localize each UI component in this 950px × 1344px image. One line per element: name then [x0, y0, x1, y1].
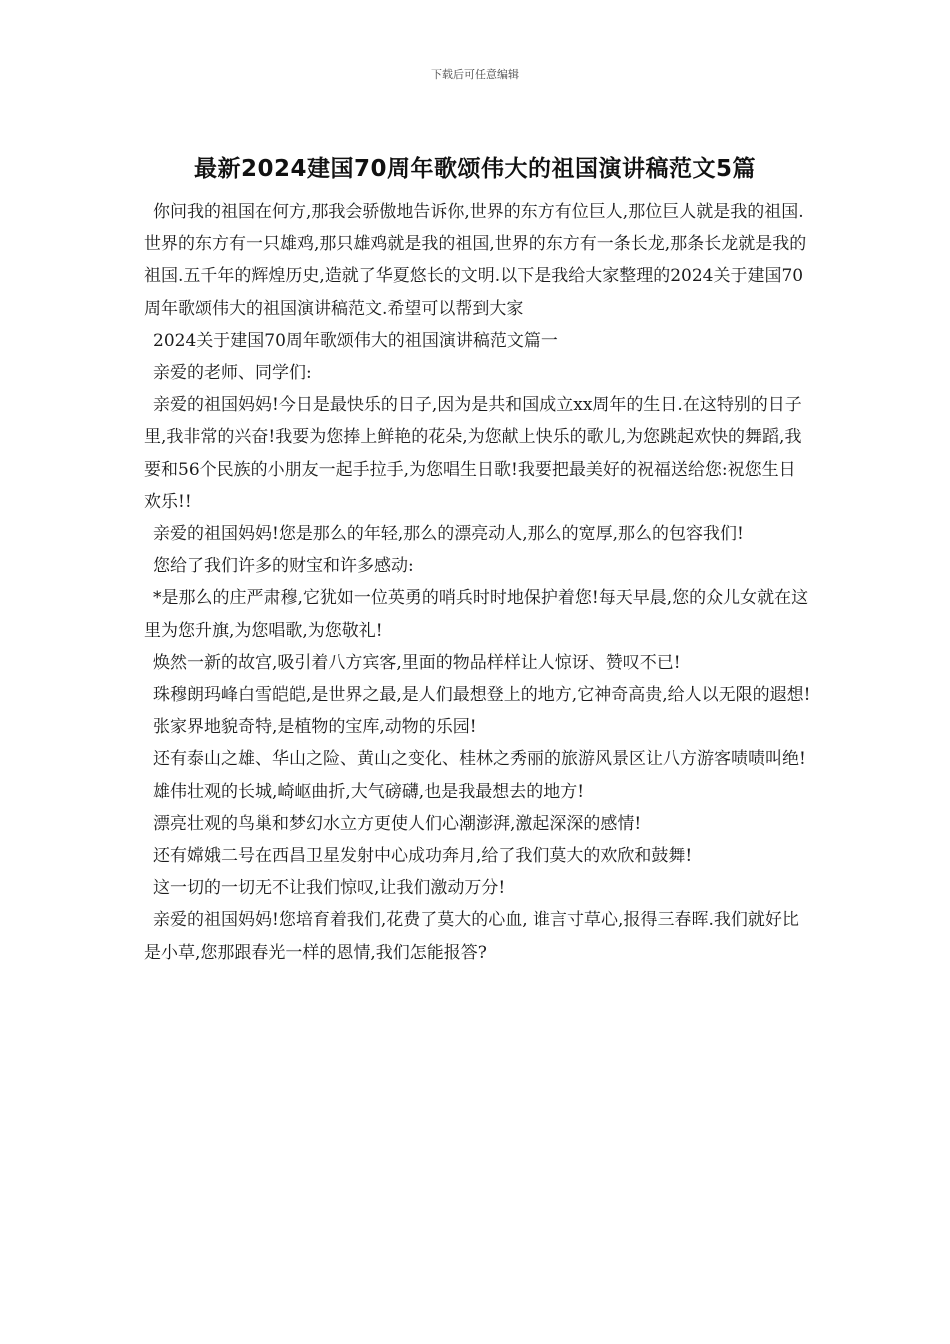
body-paragraph: 张家界地貌奇特,是植物的宝库,动物的乐园!: [153, 717, 477, 738]
body-paragraph: 您给了我们许多的财宝和许多感动:: [153, 556, 414, 577]
body-paragraph: 漂亮壮观的鸟巢和梦幻水立方更使人们心潮澎湃,激起深深的感情!: [153, 813, 642, 834]
body-paragraph: 雄伟壮观的长城,崎岖曲折,大气磅礴,也是我最想去的地方!: [153, 781, 585, 802]
body-paragraph: 亲爱的祖国妈妈!您是那么的年轻,那么的漂亮动人,那么的宽厚,那么的包容我们!: [153, 524, 744, 545]
body-paragraph: 还有嫦娥二号在西昌卫星发射中心成功奔月,给了我们莫大的欢欣和鼓舞!: [153, 846, 693, 867]
body-paragraph: 亲爱的祖国妈妈!您培育着我们,花费了莫大的心血, 谁言寸草心,报得三春晖.我们就好比是小草,您那跟春光一样的恩情,我们怎能报答?: [144, 910, 799, 963]
header-note: 下载后可任意编辑: [431, 68, 519, 81]
body-paragraph: 亲爱的祖国妈妈!今日是最快乐的日子,因为是共和国成立xx周年的生日.在这特别的日子里,我非常的兴奋!我要为您捧上鲜艳的花朵,为您献上快乐的歌儿,为您跳起欢快的舞蹈,我要和56个民族的小朋友一起手拉手,为您唱生日歌!我要把最美好的祝福送给您:祝您生日欢乐!!: [144, 395, 802, 512]
intro-paragraph: 你问我的祖国在何方,那我会骄傲地告诉你,世界的东方有位巨人,那位巨人就是我的祖国.世界的东方有一只雄鸡,那只雄鸡就是我的祖国,世界的东方有一条长龙,那条长龙就是我的祖国.五千年的辉煌历史,造就了华夏悠长的文明.以下是我给大家整理的2024关于建国70周年歌颂伟大的祖国演讲稿范文.希望可以帮到大家: [144, 202, 807, 319]
salutation: 亲爱的老师、同学们:: [153, 363, 312, 384]
body-paragraph: *是那么的庄严肃穆,它犹如一位英勇的哨兵时时地保护着您!每天早晨,您的众儿女就在这里为您升旗,为您唱歌,为您敬礼!: [144, 588, 809, 641]
body-paragraph: 还有泰山之雄、华山之险、黄山之变化、桂林之秀丽的旅游风景区让八方游客啧啧叫绝!: [153, 749, 806, 770]
body-paragraph: 珠穆朗玛峰白雪皑皑,是世界之最,是人们最想登上的地方,它神奇高贵,给人以无限的遐想!: [153, 685, 811, 706]
document-title: 最新2024建国70周年歌颂伟大的祖国演讲稿范文5篇: [193, 156, 757, 182]
document-body: [144, 196, 812, 969]
section-heading: 2024关于建国70周年歌颂伟大的祖国演讲稿范文篇一: [153, 330, 558, 351]
body-paragraph: 焕然一新的故宫,吸引着八方宾客,里面的物品样样让人惊讶、赞叹不已!: [153, 652, 681, 673]
body-paragraph: 这一切的一切无不让我们惊叹,让我们激动万分!: [153, 878, 506, 899]
